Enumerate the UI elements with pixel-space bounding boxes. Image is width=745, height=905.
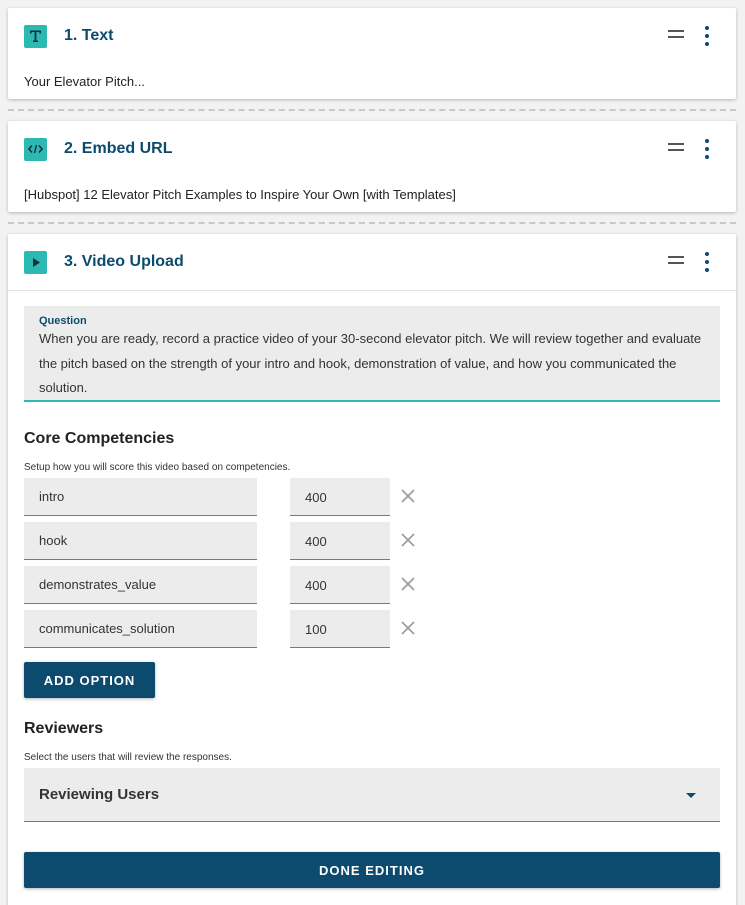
reviewing-users-select[interactable] xyxy=(24,768,720,822)
block-content: Your Elevator Pitch... xyxy=(24,74,145,89)
block-separator xyxy=(8,109,736,111)
competency-score-input[interactable]: 400 xyxy=(290,522,390,560)
dropdown-arrow-icon xyxy=(686,793,696,798)
embed-block-card[interactable] xyxy=(8,121,736,212)
done-editing-button[interactable]: DONE EDITING xyxy=(24,852,720,888)
header-divider xyxy=(8,290,736,291)
competency-name-input[interactable]: hook xyxy=(24,522,257,560)
select-label: Reviewing Users xyxy=(39,786,160,803)
remove-competency-icon[interactable] xyxy=(400,532,416,548)
reviewers-title: Reviewers xyxy=(24,720,104,737)
drag-handle-icon[interactable] xyxy=(668,30,684,40)
play-video-icon xyxy=(24,251,47,274)
text-format-icon xyxy=(24,25,47,48)
core-competencies-subtitle: Setup how you will score this video based on competencies. xyxy=(24,462,291,473)
block-content: [Hubspot] 12 Elevator Pitch Examples to Inspire Your Own [with Templates] xyxy=(24,187,456,202)
reviewers-subtitle: Select the users that will review the responses. xyxy=(24,752,232,763)
remove-competency-icon[interactable] xyxy=(400,488,416,504)
competency-name-input[interactable]: demonstrates_value xyxy=(24,566,257,604)
competency-name-input[interactable]: communicates_solution xyxy=(24,610,257,648)
drag-handle-icon[interactable] xyxy=(668,143,684,153)
more-options-icon[interactable] xyxy=(704,26,710,46)
competency-name-input[interactable]: intro xyxy=(24,478,257,516)
add-option-button[interactable]: ADD OPTION xyxy=(24,662,155,698)
text-block-card[interactable] xyxy=(8,8,736,99)
question-label: Question xyxy=(39,315,87,327)
more-options-icon[interactable] xyxy=(704,252,710,272)
code-embed-icon xyxy=(24,138,47,161)
competency-score-input[interactable]: 400 xyxy=(290,478,390,516)
question-field[interactable] xyxy=(24,306,720,402)
embed-block-header[interactable] xyxy=(8,121,736,177)
competency-score-input[interactable]: 100 xyxy=(290,610,390,648)
video-block-header[interactable] xyxy=(8,234,736,290)
video-upload-block-card[interactable] xyxy=(8,234,736,905)
block-title: 1. Text xyxy=(64,27,114,44)
core-competencies-title: Core Competencies xyxy=(24,430,175,447)
remove-competency-icon[interactable] xyxy=(400,576,416,592)
block-title: 3. Video Upload xyxy=(64,253,184,270)
drag-handle-icon[interactable] xyxy=(668,256,684,266)
question-text[interactable]: When you are ready, record a practice video of your 30-second elevator pitch. We will review together and evaluate the pitch based on the strength of your intro and hook, demonstration of value, and how you communicated the solution. xyxy=(39,331,702,395)
text-block-header[interactable] xyxy=(8,8,736,64)
remove-competency-icon[interactable] xyxy=(400,620,416,636)
competency-score-input[interactable]: 400 xyxy=(290,566,390,604)
block-title: 2. Embed URL xyxy=(64,140,173,157)
block-separator xyxy=(8,222,736,224)
more-options-icon[interactable] xyxy=(704,139,710,159)
